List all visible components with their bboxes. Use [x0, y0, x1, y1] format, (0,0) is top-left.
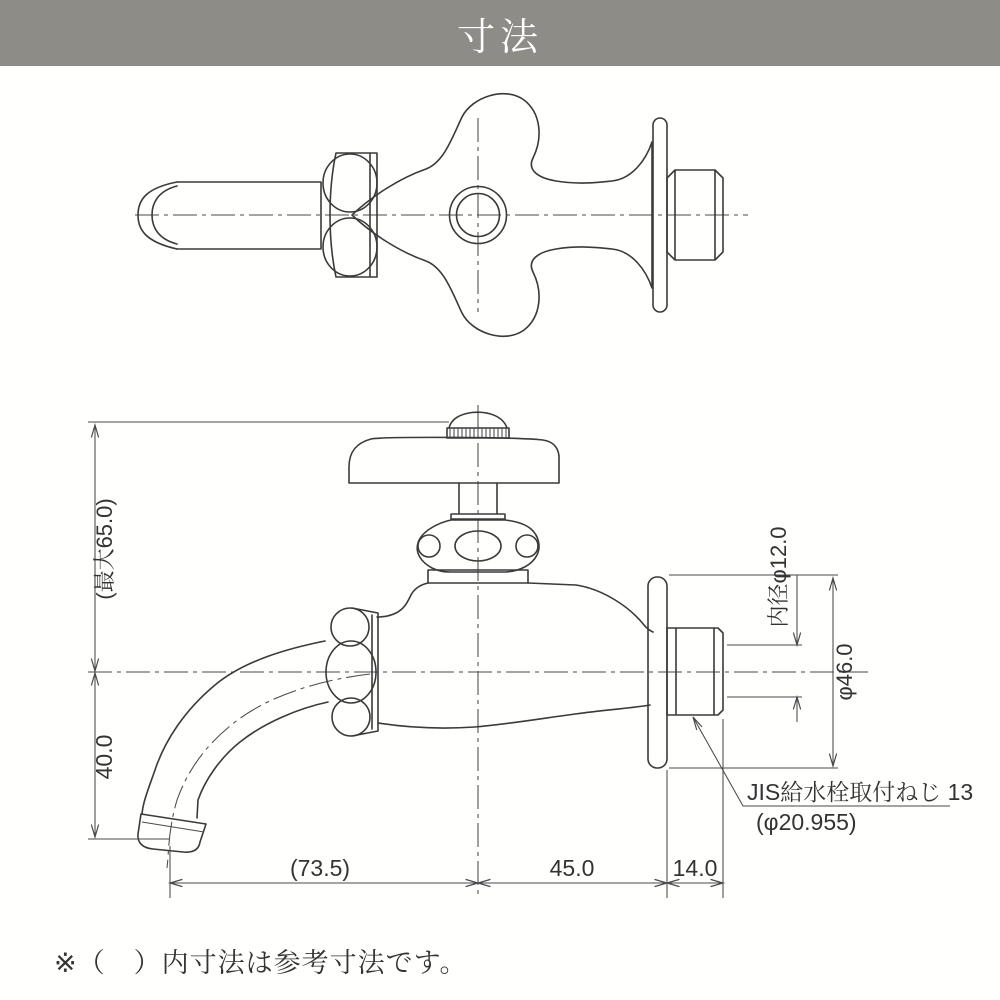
top-view — [135, 94, 748, 337]
spout-outer-edge — [142, 641, 325, 814]
handle-screw-knurl-hatching — [450, 428, 506, 438]
spout-centerline-curve — [167, 674, 370, 868]
front-view-hex-thread — [667, 628, 723, 715]
arrowhead — [693, 717, 702, 730]
dimension-annotations — [88, 422, 973, 898]
handle-dome — [349, 437, 559, 483]
footnote: ※（ ）内寸法は参考寸法です。 — [54, 948, 468, 978]
label-drop: 40.0 — [91, 734, 117, 780]
bonnet-oval-left — [418, 535, 440, 557]
page-title: 寸法 — [456, 16, 543, 59]
label-thread-diameter: (φ20.955) — [756, 809, 857, 835]
label-reach: (73.5) — [289, 855, 351, 881]
body-bottom-edge — [378, 705, 650, 728]
spout-inner-edge — [197, 702, 328, 818]
label-inner-diameter: 内径φ12.0 — [766, 526, 791, 628]
label-center-to-wall: 45.0 — [549, 855, 595, 881]
body-left-shoulder — [377, 583, 428, 617]
top-view-hex-thread — [667, 170, 723, 260]
spout-tip-band-line — [142, 822, 204, 832]
spout-tip-sleeve — [138, 814, 206, 852]
label-thread-length: 14.0 — [672, 855, 718, 881]
body-right-shoulder — [528, 583, 653, 632]
bonnet-oval-right — [516, 535, 538, 557]
label-thread-spec: JIS給水栓取付ねじ 13 — [747, 779, 974, 805]
label-max-height: (最大65.0) — [92, 498, 117, 600]
front-view — [88, 405, 868, 898]
label-flange-diameter: φ46.0 — [832, 643, 857, 701]
